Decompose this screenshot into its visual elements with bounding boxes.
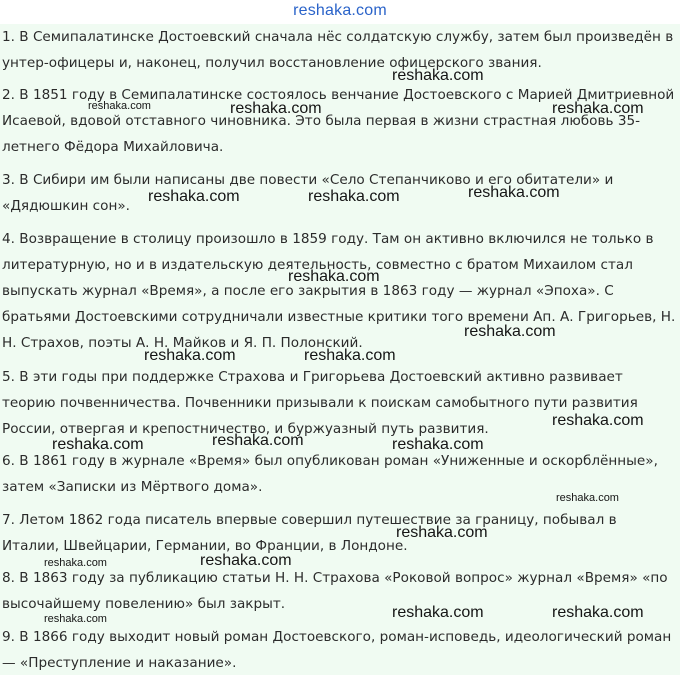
watermark: reshaka.com	[212, 432, 304, 449]
watermark: reshaka.com	[552, 100, 644, 117]
watermark: reshaka.com	[230, 100, 322, 117]
watermark: reshaka.com	[464, 323, 556, 340]
paragraph-2: 2. В 1851 году в Семипалатинске состоялось венчание Достоевского с Марией Дмитриевной Исаевой, вдовой отставного чиновника. Это была первая в жизни страстная любовь 35-летнего Фёдора Михайловича.	[2, 87, 675, 155]
site-logo[interactable]: reshaka.com	[293, 2, 387, 19]
watermark: reshaka.com	[144, 347, 236, 364]
watermark: reshaka.com	[392, 436, 484, 453]
watermark: reshaka.com	[392, 604, 484, 621]
paragraph-5: 5. В эти годы при поддержке Страхова и Григорьева Достоевский активно развивает теорию почвенничества. Почвенники призывали к поискам самобытного пути развития России, отвергая и крепостничество, и буржуазный путь развития.	[2, 369, 638, 437]
watermark: reshaka.com	[44, 557, 107, 569]
paragraph-1: 1. В Семипалатинске Достоевский сначала нёс солдатскую службу, затем был произведён в унтер-офицеры и, наконец, получил восстановление офицерского звания.	[2, 29, 674, 71]
paragraph-4: 4. Возвращение в столицу произошло в 1859 году. Там он активно включился не только в литературную, но и в издательскую деятельность, совместно с братом Михаилом стал выпускать журнал «Время», а после его закрытия в 1863 году — журнал «Эпоха». С братьями Достоевскими сотрудничали известные критики того времени Ап. А. Григорьев, Н. Н. Страхов, поэты А. Н. Майков и Я. П. Полонский.	[2, 231, 676, 351]
watermark: reshaka.com	[556, 492, 619, 504]
watermark: reshaka.com	[44, 613, 107, 625]
watermark: reshaka.com	[88, 100, 151, 112]
watermark: reshaka.com	[392, 67, 484, 84]
paragraph-7: 7. Летом 1862 года писатель впервые совершил путешествие за границу, побывал в Италии, Швейцарии, Германии, во Франции, в Лондоне.	[2, 512, 617, 554]
watermark: reshaka.com	[468, 184, 560, 201]
watermark: reshaka.com	[308, 188, 400, 205]
paragraph-9: 9. В 1866 году выходит новый роман Достоевского, роман-исповедь, идеологический роман — «Преступление и наказание».	[2, 629, 672, 671]
paragraph-8: 8. В 1863 году за публикацию статьи Н. Н. Страхова «Роковой вопрос» журнал «Время» «по высочайшему повелению» был закрыт.	[2, 570, 668, 612]
site-header	[0, 0, 680, 24]
watermark: reshaka.com	[396, 524, 488, 541]
watermark: reshaka.com	[552, 412, 644, 429]
watermark: reshaka.com	[304, 347, 396, 364]
watermark: reshaka.com	[148, 188, 240, 205]
paragraph-3: 3. В Сибири им были написаны две повести «Село Степанчиково и его обитатели» и «Дядюшкин сон».	[2, 172, 614, 214]
watermark: reshaka.com	[552, 604, 644, 621]
watermark: reshaka.com	[200, 552, 292, 569]
watermark: reshaka.com	[288, 268, 380, 285]
watermark: reshaka.com	[52, 436, 144, 453]
paragraph-6: 6. В 1861 году в журнале «Время» был опубликован роман «Униженные и оскорблённые», затем «Записки из Мёртвого дома».	[2, 453, 658, 495]
